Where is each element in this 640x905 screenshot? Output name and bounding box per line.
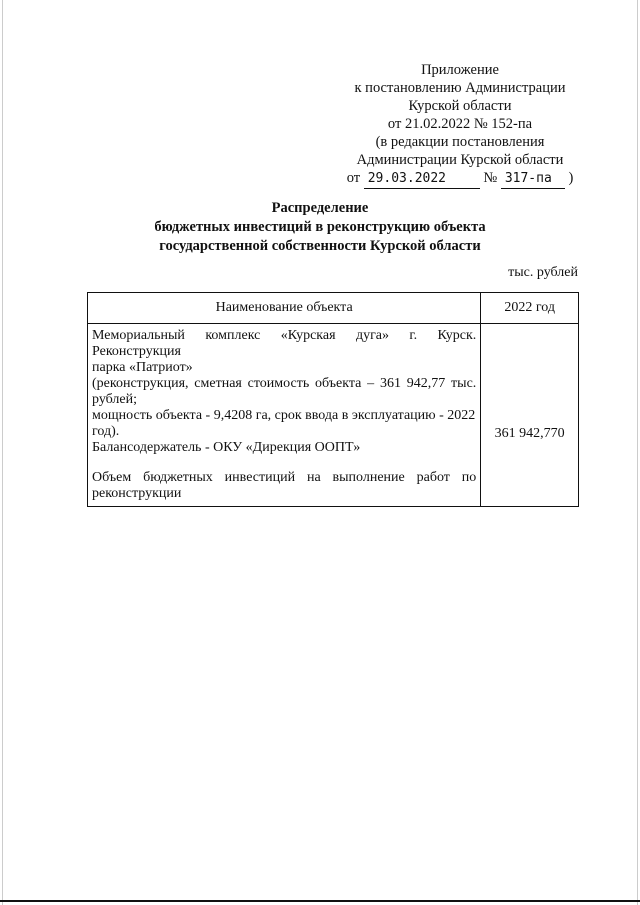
amendment-line <box>330 169 590 189</box>
volume-line-2: реконструкции <box>92 486 182 501</box>
title-line-1: Распределение <box>271 200 369 216</box>
header-year-2022: 2022 год <box>481 293 579 324</box>
appendix-header <box>330 61 590 189</box>
object-line-1: Мемориальный комплекс «Курская дуга» г. Курск. Реконструкция <box>92 328 477 359</box>
scan-edge-left <box>2 0 3 905</box>
amendment-number-sign: № <box>483 170 498 186</box>
appendix-line-5: (в редакции постановления <box>375 134 545 150</box>
appendix-line-2: к постановлению Администрации <box>354 80 566 96</box>
amendment-prefix: от <box>346 170 361 186</box>
object-line-2: парка «Патриот» <box>92 360 193 375</box>
volume-line-1: Объем бюджетных инвестиций на выполнение работ по <box>92 470 477 485</box>
header-object-name: Наименование объекта <box>88 293 481 324</box>
scan-edge-right <box>637 0 638 905</box>
title-line-2: бюджетных инвестиций в реконструкцию объекта <box>154 219 486 235</box>
object-description-cell <box>88 324 481 507</box>
value-2022: 361 942,770 <box>494 426 565 441</box>
document-title <box>0 199 640 256</box>
table-header-row <box>88 293 579 324</box>
appendix-line-3: Курской области <box>408 98 512 114</box>
appendix-line-4: от 21.02.2022 № 152-па <box>387 116 533 132</box>
units-label: тыс. рублей <box>508 265 578 280</box>
amendment-close-paren: ) <box>568 170 574 186</box>
object-line-4: мощность объекта - 9,4208 га, срок ввода в эксплуатацию - 2022 год). <box>92 408 476 439</box>
table-row <box>88 324 579 507</box>
title-line-3: государственной собственности Курской области <box>159 238 481 254</box>
value-cell <box>481 324 579 507</box>
object-line-5: Балансодержатель - ОКУ «Дирекция ООПТ» <box>92 440 361 455</box>
amendment-number: 317-па <box>501 170 565 189</box>
object-line-3: (реконструкция, сметная стоимость объекта – 361 942,77 тыс. рублей; <box>92 376 477 407</box>
investment-table <box>87 292 579 507</box>
amendment-date: 29.03.2022 <box>364 170 480 189</box>
appendix-line-6: Администрации Курской области <box>356 152 564 168</box>
scan-edge-bottom <box>0 900 640 902</box>
appendix-line-1: Приложение <box>421 62 499 78</box>
